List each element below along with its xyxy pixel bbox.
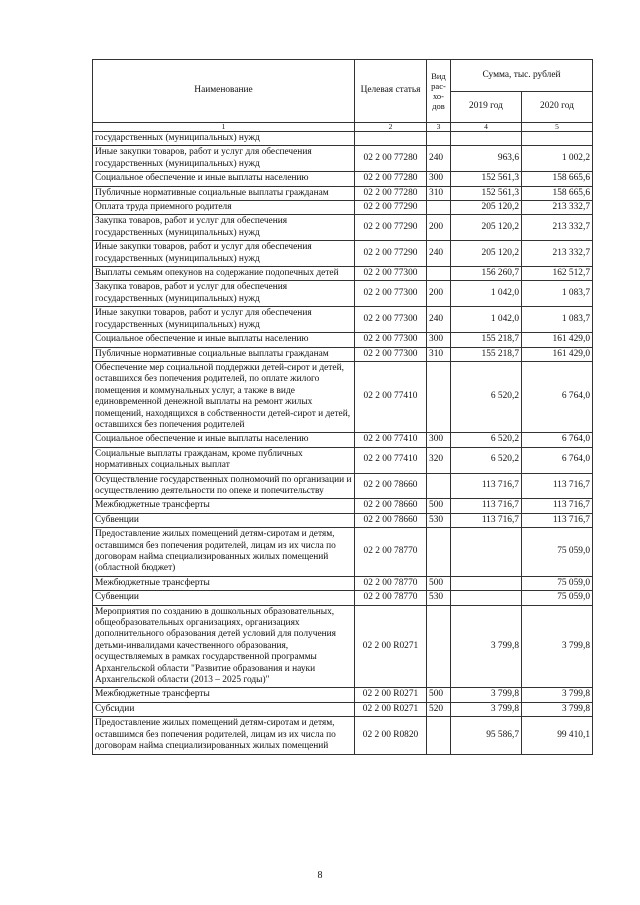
cell-name: Иные закупки товаров, работ и услуг для обеспечения государственных (муниципальных) нужд [93, 307, 355, 333]
cell-sum-2020: 75 059,0 [522, 591, 593, 605]
cell-sum-2020: 113 716,7 [522, 499, 593, 513]
cell-sum-2020: 6 764,0 [522, 361, 593, 432]
table-row [93, 281, 593, 307]
cell-expense-type: 530 [427, 591, 451, 605]
table-row [93, 576, 593, 590]
table-row [93, 499, 593, 513]
cell-expense-type [427, 717, 451, 754]
table-row [93, 307, 593, 333]
header-year-2020: 2020 год [522, 91, 593, 123]
cell-sum-2019: 963,6 [451, 146, 522, 172]
cell-target-article: 02 2 00 77300 [355, 333, 427, 347]
cell-sum-2019: 155 218,7 [451, 347, 522, 361]
cell-sum-2019: 113 716,7 [451, 513, 522, 527]
cell-expense-type: 500 [427, 576, 451, 590]
cell-sum-2019: 6 520,2 [451, 361, 522, 432]
cell-sum-2020: 3 799,8 [522, 605, 593, 688]
cell-name: Иные закупки товаров, работ и услуг для обеспечения государственных (муниципальных) нужд [93, 146, 355, 172]
cell-expense-type: 200 [427, 215, 451, 241]
cell-expense-type: 240 [427, 307, 451, 333]
cell-sum-2019: 156 260,7 [451, 267, 522, 281]
cell-name: Публичные нормативные социальные выплаты гражданам [93, 347, 355, 361]
cell-expense-type: 310 [427, 347, 451, 361]
cell-target-article: 02 2 00 77280 [355, 172, 427, 186]
cell-expense-type: 300 [427, 172, 451, 186]
cell-sum-2019: 155 218,7 [451, 333, 522, 347]
cell-expense-type: 200 [427, 281, 451, 307]
cell-sum-2019: 3 799,8 [451, 702, 522, 716]
cell-sum-2020: 99 410,1 [522, 717, 593, 754]
col-number-2: 2 [355, 123, 427, 132]
header-year-2019: 2019 год [451, 91, 522, 123]
cell-target-article: 02 2 00 77290 [355, 215, 427, 241]
cell-target-article: 02 2 00 77300 [355, 281, 427, 307]
cell-target-article: 02 2 00 77300 [355, 267, 427, 281]
cell-sum-2019: 3 799,8 [451, 605, 522, 688]
cell-sum-2019: 205 120,2 [451, 201, 522, 215]
cell-sum-2019: 95 586,7 [451, 717, 522, 754]
cell-target-article: 02 2 00 78770 [355, 528, 427, 577]
table-row [93, 717, 593, 754]
cell-sum-2020: 158 665,6 [522, 172, 593, 186]
cell-expense-type: 310 [427, 186, 451, 200]
cell-target-article: 02 2 00 78770 [355, 591, 427, 605]
budget-table [92, 59, 593, 755]
cell-name: Выплаты семьям опекунов на содержание подопечных детей [93, 267, 355, 281]
cell-expense-type [427, 201, 451, 215]
table-row [93, 591, 593, 605]
cell-sum-2020: 158 665,6 [522, 186, 593, 200]
table-row [93, 447, 593, 473]
table-row [93, 688, 593, 702]
page-number: 8 [317, 870, 323, 881]
header-sum: Сумма, тыс. рублей [451, 60, 593, 92]
header-name: Наименование [93, 60, 355, 123]
cell-expense-type [427, 605, 451, 688]
cell-expense-type: 240 [427, 241, 451, 267]
cell-sum-2020: 161 429,0 [522, 347, 593, 361]
cell-target-article: 02 2 00 77280 [355, 146, 427, 172]
table-body [93, 132, 593, 755]
cell-expense-type: 530 [427, 513, 451, 527]
cell-name: Обеспечение мер социальной поддержки детей-сирот и детей, оставшихся без попечения родителей, по оплате жилого помещения и коммунальных услуг, а также в виде единовременной денежной выплаты на ремонт жилых помещений, находящихся в собственности детей-сирот и детей, оставшихся без попечения родителей [93, 361, 355, 432]
cell-sum-2020: 3 799,8 [522, 702, 593, 716]
cell-sum-2019: 1 042,0 [451, 281, 522, 307]
cell-target-article: 02 2 00 78770 [355, 576, 427, 590]
col-number-5: 5 [522, 123, 593, 132]
table-row [93, 146, 593, 172]
table-row [93, 267, 593, 281]
cell-name: Социальные выплаты гражданам, кроме публичных нормативных социальных выплат [93, 447, 355, 473]
table-row [93, 528, 593, 577]
column-number-row [93, 123, 593, 132]
cell-sum-2019: 6 520,2 [451, 447, 522, 473]
cell-sum-2019: 6 520,2 [451, 433, 522, 447]
col-number-4: 4 [451, 123, 522, 132]
cell-target-article: 02 2 00 R0820 [355, 717, 427, 754]
table-row [93, 361, 593, 432]
table-row [93, 605, 593, 688]
table-row [93, 513, 593, 527]
cell-target-article: 02 2 00 77290 [355, 201, 427, 215]
cell-target-article: 02 2 00 77410 [355, 433, 427, 447]
table-row [93, 215, 593, 241]
cell-target-article: 02 2 00 R0271 [355, 702, 427, 716]
cell-sum-2020: 6 764,0 [522, 447, 593, 473]
cell-sum-2020: 113 716,7 [522, 513, 593, 527]
table-row [93, 473, 593, 499]
cell-name: государственных (муниципальных) нужд [93, 132, 355, 146]
cell-expense-type [427, 361, 451, 432]
cell-target-article: 02 2 00 77410 [355, 361, 427, 432]
cell-name: Социальное обеспечение и иные выплаты населению [93, 333, 355, 347]
cell-sum-2020: 3 799,8 [522, 688, 593, 702]
cell-target-article: 02 2 00 77300 [355, 347, 427, 361]
cell-name: Мероприятия по созданию в дошкольных образовательных, общеобразовательных организациях, организациях дополнительного образования детей условий для получения детьми-инвалидами качественного образования, осуществляемых в рамках государственной программы Архангельской области "Развитие образования и науки Архангельской области (2013 – 2025 годы)" [93, 605, 355, 688]
table-row [93, 172, 593, 186]
cell-expense-type: 300 [427, 333, 451, 347]
cell-expense-type [427, 528, 451, 577]
table-row [93, 132, 593, 146]
cell-name: Субсидии [93, 702, 355, 716]
cell-sum-2019: 205 120,2 [451, 215, 522, 241]
cell-expense-type [427, 473, 451, 499]
cell-name: Закупка товаров, работ и услуг для обеспечения государственных (муниципальных) нужд [93, 281, 355, 307]
header-target-article: Целевая статья [355, 60, 427, 123]
cell-target-article: 02 2 00 R0271 [355, 605, 427, 688]
cell-sum-2020: 75 059,0 [522, 528, 593, 577]
cell-target-article: 02 2 00 77280 [355, 186, 427, 200]
cell-name: Социальное обеспечение и иные выплаты населению [93, 172, 355, 186]
cell-name: Межбюджетные трансферты [93, 576, 355, 590]
cell-sum-2019 [451, 132, 522, 146]
cell-expense-type: 240 [427, 146, 451, 172]
table-row [93, 347, 593, 361]
table-row [93, 333, 593, 347]
table-row [93, 433, 593, 447]
cell-target-article: 02 2 00 77300 [355, 307, 427, 333]
table-row [93, 201, 593, 215]
cell-sum-2020: 113 716,7 [522, 473, 593, 499]
table-row [93, 186, 593, 200]
cell-name: Межбюджетные трансферты [93, 688, 355, 702]
cell-sum-2020: 75 059,0 [522, 576, 593, 590]
cell-sum-2019 [451, 576, 522, 590]
cell-sum-2019 [451, 591, 522, 605]
cell-expense-type: 520 [427, 702, 451, 716]
cell-expense-type: 500 [427, 688, 451, 702]
cell-sum-2020: 213 332,7 [522, 201, 593, 215]
cell-name: Предоставление жилых помещений детям-сиротам и детям, оставшимся без попечения родителей, лицам из их числа по договорам найма специализированных жилых помещений [93, 717, 355, 754]
cell-target-article: 02 2 00 77290 [355, 241, 427, 267]
cell-sum-2019 [451, 528, 522, 577]
cell-name: Межбюджетные трансферты [93, 499, 355, 513]
cell-expense-type: 300 [427, 433, 451, 447]
cell-name: Социальное обеспечение и иные выплаты населению [93, 433, 355, 447]
cell-sum-2019: 113 716,7 [451, 499, 522, 513]
cell-name: Предоставление жилых помещений детям-сиротам и детям, оставшимся без попечения родителей, лицам из их числа по договорам найма специализированных жилых помещений (областной бюджет) [93, 528, 355, 577]
cell-expense-type [427, 267, 451, 281]
table-row [93, 702, 593, 716]
table-row [93, 241, 593, 267]
cell-sum-2020: 162 512,7 [522, 267, 593, 281]
cell-sum-2019: 152 561,3 [451, 172, 522, 186]
cell-sum-2020: 1 083,7 [522, 307, 593, 333]
col-number-3: 3 [427, 123, 451, 132]
cell-name: Субвенции [93, 591, 355, 605]
cell-sum-2020: 1 002,2 [522, 146, 593, 172]
cell-name: Иные закупки товаров, работ и услуг для обеспечения государственных (муниципальных) нужд [93, 241, 355, 267]
cell-name: Оплата труда приемного родителя [93, 201, 355, 215]
cell-sum-2019: 205 120,2 [451, 241, 522, 267]
cell-target-article: 02 2 00 77410 [355, 447, 427, 473]
cell-sum-2019: 3 799,8 [451, 688, 522, 702]
cell-name: Субвенции [93, 513, 355, 527]
cell-target-article [355, 132, 427, 146]
cell-sum-2020 [522, 132, 593, 146]
cell-sum-2020: 6 764,0 [522, 433, 593, 447]
cell-name: Закупка товаров, работ и услуг для обеспечения государственных (муниципальных) нужд [93, 215, 355, 241]
cell-expense-type: 500 [427, 499, 451, 513]
cell-sum-2020: 213 332,7 [522, 215, 593, 241]
cell-target-article: 02 2 00 78660 [355, 473, 427, 499]
col-number-1: 1 [93, 123, 355, 132]
cell-target-article: 02 2 00 R0271 [355, 688, 427, 702]
cell-sum-2020: 1 083,7 [522, 281, 593, 307]
cell-sum-2019: 152 561,3 [451, 186, 522, 200]
cell-sum-2019: 1 042,0 [451, 307, 522, 333]
cell-sum-2019: 113 716,7 [451, 473, 522, 499]
cell-expense-type: 320 [427, 447, 451, 473]
cell-expense-type [427, 132, 451, 146]
cell-target-article: 02 2 00 78660 [355, 513, 427, 527]
cell-name: Публичные нормативные социальные выплаты гражданам [93, 186, 355, 200]
cell-sum-2020: 213 332,7 [522, 241, 593, 267]
cell-target-article: 02 2 00 78660 [355, 499, 427, 513]
cell-name: Осуществление государственных полномочий по организации и осуществлению деятельности по опеке и попечительству [93, 473, 355, 499]
cell-sum-2020: 161 429,0 [522, 333, 593, 347]
header-expense-type: Вид рас-хо-дов [427, 60, 451, 123]
